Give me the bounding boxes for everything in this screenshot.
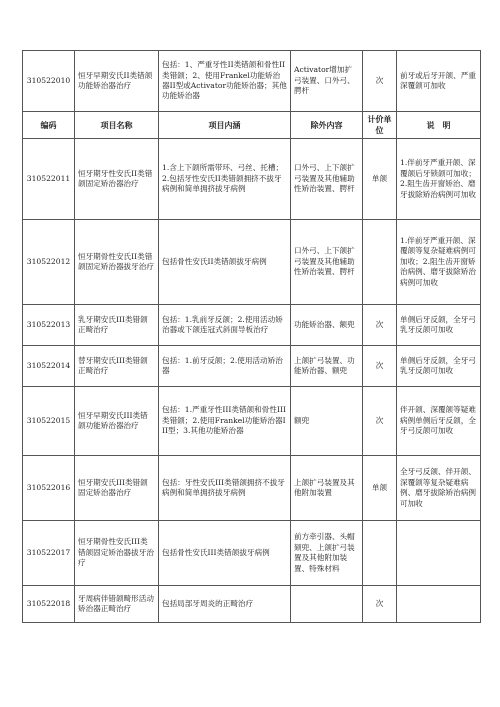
table-row <box>23 456 481 521</box>
item-name: 恒牙期安氏III类错颌固定矫治器治疗 <box>75 456 159 521</box>
item-content: 包括：牙性安氏III类错颌拥挤不拔牙病例和简单拥挤拔牙病例 <box>159 456 291 521</box>
table-row <box>23 139 481 220</box>
table-row <box>23 346 481 387</box>
table-header-row <box>23 112 481 139</box>
item-name: 乳牙期安氏III类错颌正畸治疗 <box>75 305 159 346</box>
item-note: 1.伴前牙严重开颌、深覆颌后牙锁颌可加收；2.阻生齿开窗矫治、磨牙拔除矫治病例可加收 <box>397 139 481 220</box>
item-unit: 单颌 <box>363 456 397 521</box>
item-content: 包括骨性安氏III类错颌拔牙病例 <box>159 521 291 586</box>
item-name: 恒牙期牙性安氏II类错颌固定矫治器治疗 <box>75 139 159 220</box>
item-exclusions: 口外弓、上下颌扩弓装置及其他辅助性矫治装置、腭杆 <box>291 220 363 305</box>
item-name: 牙周病伴错颌畸形活动矫治器正畸治疗 <box>75 586 159 623</box>
item-note <box>397 521 481 586</box>
item-unit: 单颌 <box>363 139 397 220</box>
item-exclusions: 上颌扩弓装置、功能矫治器、额兜 <box>291 346 363 387</box>
item-exclusions: 上颌扩弓装置及其他附加装置 <box>291 456 363 521</box>
item-code: 310522015 <box>23 387 75 456</box>
table-row <box>23 220 481 305</box>
item-code: 310522016 <box>23 456 75 521</box>
item-exclusions: 前方牵引器、头帽颏兜、上颌扩弓装置及其他附加装置、特殊材料 <box>291 521 363 586</box>
table-row <box>23 521 481 586</box>
item-code: 310522017 <box>23 521 75 586</box>
item-code: 310522011 <box>23 139 75 220</box>
item-content: 包括局部牙周炎的正畸治疗 <box>159 586 291 623</box>
item-content: 包括：1.严重牙性III类错颌和骨性III类错颌；2.使用Frankel功能矫治器III型；3.其他功能矫治器 <box>159 387 291 456</box>
item-content: 包括骨性安氏II类错颌拔牙病例 <box>159 220 291 305</box>
item-unit: 次 <box>363 586 397 623</box>
item-exclusions: 口外弓、上下颌扩弓装置及其他辅助性矫治装置、腭杆 <box>291 139 363 220</box>
item-name: 替牙期安氏III类错颌正畸治疗 <box>75 346 159 387</box>
table-row <box>23 305 481 346</box>
header-unit: 计价单位 <box>363 112 397 139</box>
item-note: 全牙弓反颌、伴开颌、深覆颌等复杂疑难病例、磨牙拔除矫治病例可加收 <box>397 456 481 521</box>
item-code: 310522010 <box>23 51 75 112</box>
item-name: 恒牙早期安氏III类错颌功能矫治器治疗 <box>75 387 159 456</box>
item-unit: 次 <box>363 387 397 456</box>
fee-schedule-table <box>22 50 481 623</box>
item-name: 恒牙期骨性安氏III类错颌固定矫治器拔牙治疗 <box>75 521 159 586</box>
item-unit <box>363 220 397 305</box>
item-exclusions: Activator增加扩弓装置、口外弓、腭杆 <box>291 51 363 112</box>
table-row <box>23 51 481 112</box>
item-content: 1.含上下颌所需带环、弓丝、托槽；2.包括牙性安氏II类错颌拥挤不拔牙病例和简单拥挤拔牙病例 <box>159 139 291 220</box>
item-note: 1.伴前牙严重开颌、深覆颌等复杂疑难病例可加收；2.阻生齿开窗矫治病例、磨牙拔除矫治病例可加收 <box>397 220 481 305</box>
item-unit: 次 <box>363 51 397 112</box>
item-content: 包括：1、严重牙性II类错颌和骨性II类错颌；2、使用Frankel功能矫治器II型或Activator功能矫治器；其他功能矫治器 <box>159 51 291 112</box>
item-note: 前牙或后牙开颌、严重深覆颌可加收 <box>397 51 481 112</box>
item-unit <box>363 521 397 586</box>
item-note: 单侧后牙反颌，全牙弓乳牙反颌可加收 <box>397 305 481 346</box>
item-code: 310522013 <box>23 305 75 346</box>
table-row <box>23 387 481 456</box>
item-exclusions: 额兜 <box>291 387 363 456</box>
item-note: 单侧后牙反颌，全牙弓乳牙反颌可加收 <box>397 346 481 387</box>
item-name: 恒牙期骨性安氏II类错颌固定矫治器拔牙治疗 <box>75 220 159 305</box>
header-note: 说 明 <box>397 112 481 139</box>
item-code: 310522012 <box>23 220 75 305</box>
item-note <box>397 586 481 623</box>
item-code: 310522018 <box>23 586 75 623</box>
item-unit: 次 <box>363 346 397 387</box>
item-unit: 次 <box>363 305 397 346</box>
item-exclusions <box>291 586 363 623</box>
item-name: 恒牙早期安氏II类错颌功能矫治器治疗 <box>75 51 159 112</box>
item-content: 包括：1.前牙反颌；2.使用活动矫治器 <box>159 346 291 387</box>
item-note: 伴开颌、深覆颌等疑难病例单侧后牙反颌，全牙弓反颌可加收 <box>397 387 481 456</box>
item-code: 310522014 <box>23 346 75 387</box>
header-content: 项目内涵 <box>159 112 291 139</box>
item-content: 包括：1.乳前牙反颌；2.使用活动矫治器或下颌连冠式斜面导板治疗 <box>159 305 291 346</box>
header-name: 项目名称 <box>75 112 159 139</box>
header-code: 编码 <box>23 112 75 139</box>
header-exclusions: 除外内容 <box>291 112 363 139</box>
table-row <box>23 586 481 623</box>
item-exclusions: 功能矫治器、额兜 <box>291 305 363 346</box>
